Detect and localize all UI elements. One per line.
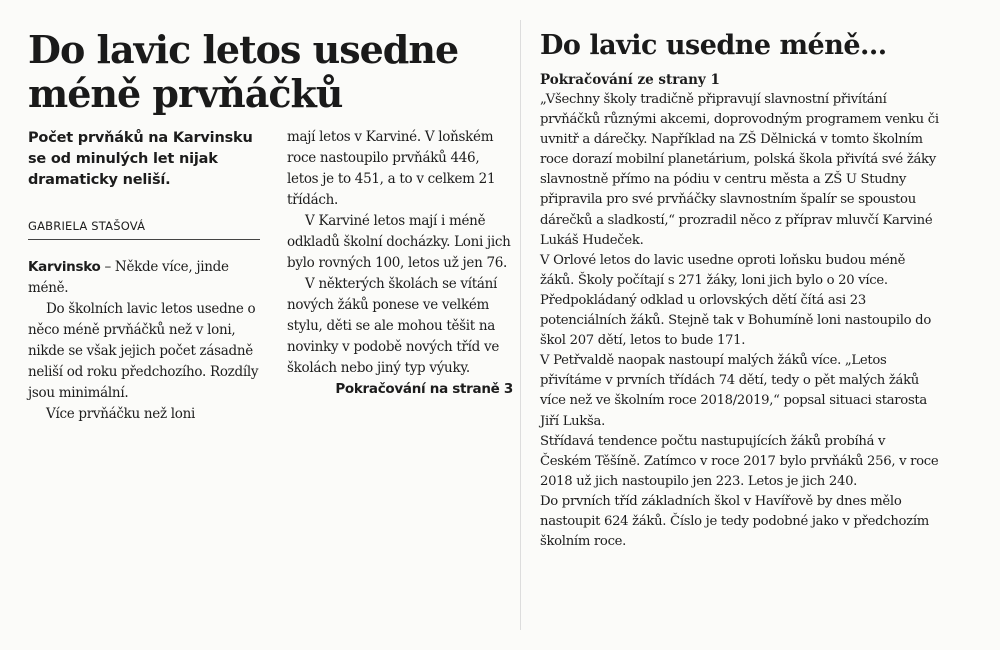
article-column-2 <box>287 127 513 400</box>
paragraph: V některých školách se vítání nových žáků ponese ve velkém stylu, děti se ale mohou těšit na novinky v podobě nových tříd ve školách nebo jiný typ výuky. <box>287 276 500 376</box>
paragraph: mají letos v Karviné. V loňském roce nastoupilo prvňáků 446, letos je to 451, a to v celkem 21 třídách. <box>287 129 496 208</box>
paragraph: V Karviné letos mají i méně odkladů školní docházky. Loni jich bylo rovných 100, letos už jen 76. <box>287 213 511 271</box>
paragraph: Do školních lavic letos usedne o něco méně prvňáčků než v loni, nikde se však jejich počet zásadně neliší od roku předchozího. Rozdíly jsou minimální. <box>28 301 259 401</box>
paragraph: „Všechny školy tradičně připravují slavnostní přivítání prvňáčků různými akcemi, doprovodným programem venku či uvnitř a dárečky. Například na ZŠ Dělnická v tomto školním roce dorazí mobilní planetárium, polská škola přivítá své žáky slavnostně přímo na pódiu v centru města a ZŠ U Studny připravila pro své prvňáčky slavnostním špalír se spoustou dárečků a sladkostí,“ prozradil něco z příprav mluvčí Karviné Lukáš Hudeček. <box>540 92 939 248</box>
right-headline: Do lavic usedne méně... <box>540 30 887 61</box>
byline-rule <box>28 239 260 240</box>
lead-paragraph: Počet prvňáků na Karvinsku se od minulých let nijak dramaticky neliší. <box>28 130 253 188</box>
paragraph: Do prvních tříd základních škol v Havířově by dnes mělo nastoupit 624 žáků. Číslo je tedy podobné jako v předchozím školním roce. <box>540 493 929 550</box>
paragraph: V Orlové letos do lavic usedne oproti loňsku budou méně žáků. Školy počítají s 271 žáky, loni jich bylo o 20 více. Předpokládaný odklad u orlovských dětí čítá asi 23 potenciálních žáků. Stejně tak v Bohumíně loni nastoupilo do škol 207 dětí, letos to bude 171. <box>540 252 931 349</box>
paragraph <box>28 257 260 299</box>
paragraph-text: – Někde více, jinde méně. <box>28 259 229 296</box>
article-column-1 <box>28 257 260 425</box>
article-column-3 <box>540 90 940 552</box>
paragraph: V Petřvaldě naopak nastoupí malých žáků více. „Letos přivítáme v prvních třídách 74 dětí, tedy o pět malých žáků více než ve školním roce 2018/2019,“ popsal situaci starosta Jiří Lukša. <box>540 353 927 429</box>
left-headline <box>28 28 498 116</box>
byline: GABRIELA STAŠOVÁ <box>28 219 146 233</box>
headline-line-1: Do lavic letos usedne <box>28 27 459 72</box>
continued-from-kicker: Pokračování ze strany 1 <box>540 72 720 88</box>
dateline: Karvinsko <box>28 259 101 275</box>
paragraph: Střídavá tendence počtu nastupujících žáků probíhá v Českém Těšíně. Zatímco v roce 2017 bylo prvňáků 256, v roce 2018 už jich nastoupilo jen 223. Letos je jich 240. <box>540 433 939 489</box>
continued-link[interactable]: Pokračování na straně 3 <box>335 381 513 397</box>
column-divider <box>520 20 521 630</box>
paragraph: Více prvňáčku než loni <box>46 406 196 422</box>
headline-line-2: méně prvňáčků <box>28 71 343 116</box>
